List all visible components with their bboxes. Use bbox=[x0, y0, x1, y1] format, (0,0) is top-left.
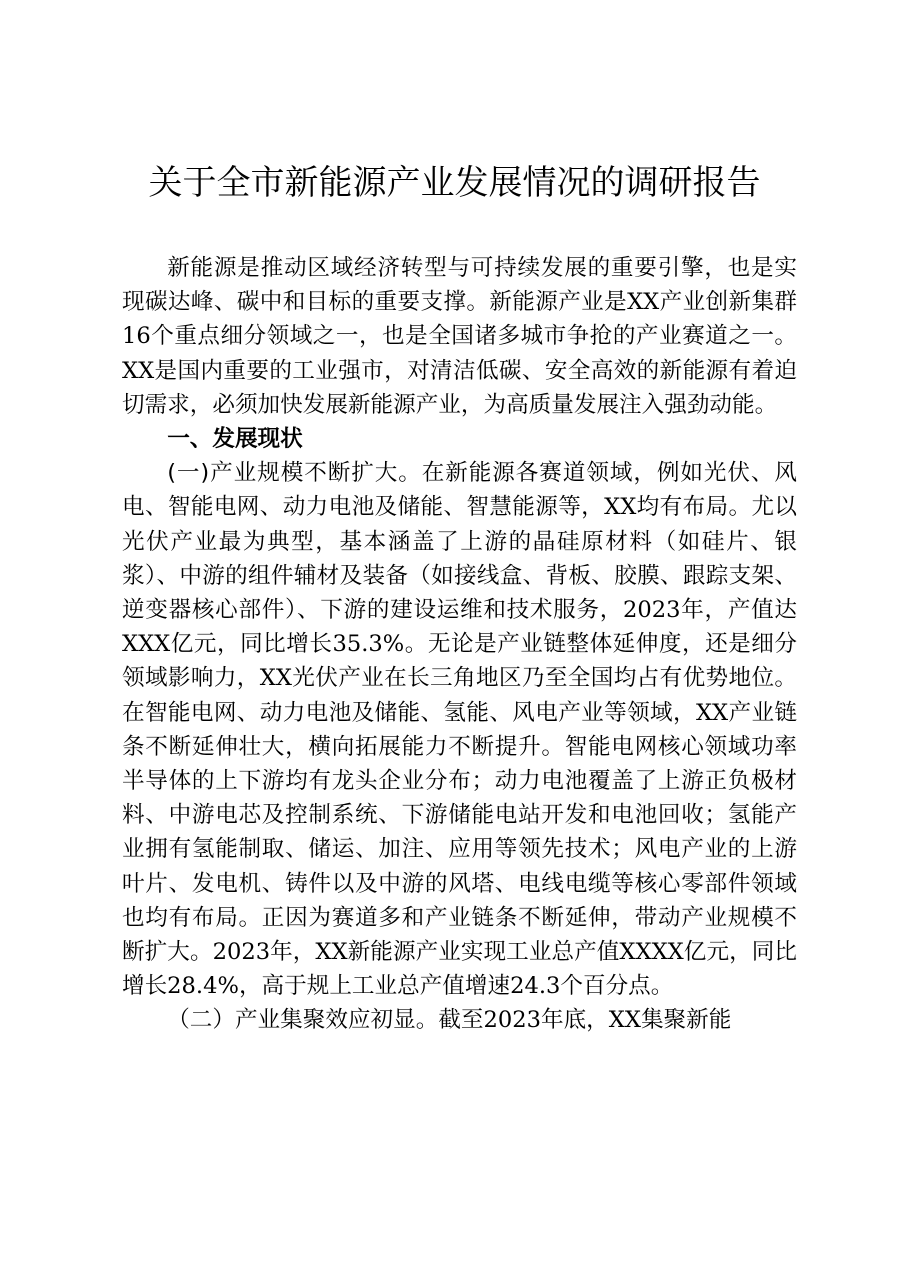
document-body bbox=[122, 251, 797, 1038]
intro-paragraph: 新能源是推动区域经济转型与可持续发展的重要引擎，也是实现碳达峰、碳中和目标的重要支撑。新能源产业是XX产业创新集群16个重点细分领域之一，也是全国诸多城市争抢的产业赛道之一。XX是国内重要的工业强市，对清洁低碳、安全高效的新能源有着迫切需求，必须加快发展新能源产业，为高质量发展注入强劲动能。 bbox=[122, 255, 797, 418]
paragraph-industry-scale bbox=[122, 456, 797, 1003]
section-heading-development-status bbox=[122, 422, 797, 456]
document-title: 关于全市新能源产业发展情况的调研报告 bbox=[148, 163, 761, 203]
paragraph-industry-cluster-body: 截至2023年底，XX集聚新能 bbox=[438, 1007, 732, 1034]
paragraph-industry-cluster bbox=[122, 1003, 797, 1037]
subheading-industry-scale: (一)产业规模不断扩大。 bbox=[167, 460, 422, 487]
section-heading-text: 一、发展现状 bbox=[167, 426, 303, 453]
subheading-industry-cluster: （二）产业集聚效应初显。 bbox=[167, 1007, 439, 1034]
paragraph-industry-scale-body: 在新能源各赛道领域，例如光伏、风电、智能电网、动力电池及储能、智慧能源等，XX均有布局。尤以光伏产业最为典型，基本涵盖了上游的晶硅原材料（如硅片、银浆）、中游的组件辅材及装备（如接线盒、背板、胶膜、跟踪支架、逆变器核心部件）、下游的建设运维和技术服务，2023年，产值达XXX亿元，同比增长35.3%。无论是产业链整体延伸度，还是细分领域影响力，XX光伏产业在长三角地区乃至全国均占有优势地位。在智能电网、动力电池及储能、氢能、风电产业等领域，XX产业链条不断延伸壮大，横向拓展能力不断提升。智能电网核心领域功率半导体的上下游均有龙头企业分布；动力电池覆盖了上游正负极材料、中游电芯及控制系统、下游储能电站开发和电池回收；氢能产业拥有氢能制取、储运、加注、应用等领先技术；风电产业的上游叶片、发电机、铸件以及中游的风塔、电线电缆等核心零部件领域也均有布局。正因为赛道多和产业链条不断延伸，带动产业规模不断扩大。2023年，XX新能源产业实现工业总产值XXXX亿元，同比增长28.4%，高于规上工业总产值增速24.3个百分点。 bbox=[122, 460, 797, 1000]
